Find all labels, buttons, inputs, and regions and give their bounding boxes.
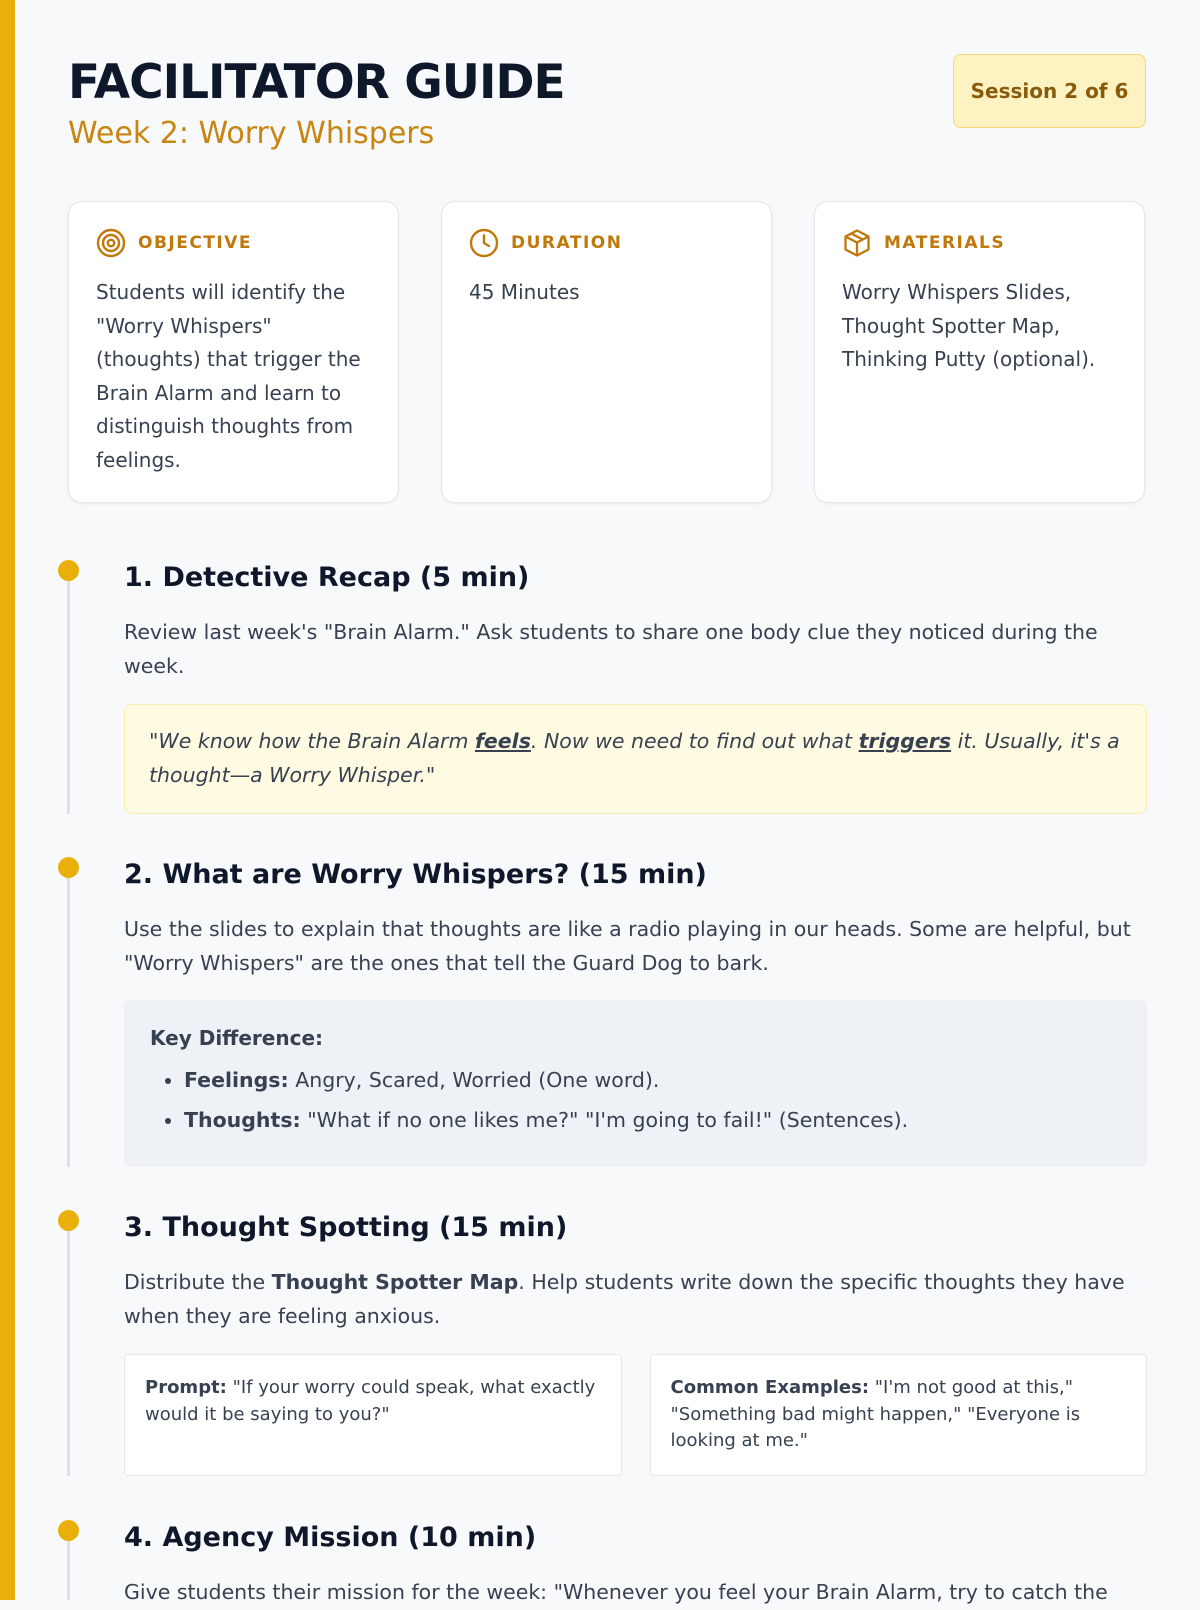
section-title: 2. What are Worry Whispers? (15 min) (124, 859, 707, 890)
card-text: Worry Whispers Slides, Thought Spotter Map, Thinking Putty (optional). (842, 280, 1096, 371)
list-item-text: "What if no one likes me?" "I'm going to fail!" (Sentences). (300, 1108, 909, 1132)
section-body: Review last week's "Brain Alarm." Ask students to share one body clue they noticed during the week. (124, 620, 1098, 678)
section-body-text: . Help students write down the specific thoughts they have when they are feeling anxious. (124, 1270, 1125, 1328)
timeline-dot (58, 1520, 79, 1541)
card-header (96, 228, 374, 258)
card-text: 45 Minutes (469, 280, 580, 304)
timeline-line (67, 1231, 70, 1476)
key-difference-box (124, 1000, 1147, 1167)
clock-icon (469, 228, 499, 258)
quote-text: "We know how the Brain Alarm (149, 729, 475, 753)
timeline-line (67, 581, 70, 814)
section-title: 4. Agency Mission (10 min) (124, 1522, 537, 1553)
section-body-emphasis: Thought Spotter Map (271, 1270, 519, 1294)
quote-text: it. Usually, it's a thought—a Worry Whisper." (149, 729, 1120, 787)
mini-card-text: "If your worry could speak, what exactly would it be saying to you?" (145, 1377, 596, 1425)
card-label: OBJECTIVE (138, 233, 253, 253)
key-difference-list (150, 1060, 1121, 1140)
key-difference-title: Key Difference: (150, 1026, 324, 1050)
objective-card (68, 201, 399, 503)
list-item (184, 1100, 1121, 1140)
card-label: DURATION (511, 233, 623, 253)
page-subtitle: Week 2: Worry Whispers (68, 116, 435, 151)
examples-card (650, 1354, 1148, 1476)
section-title: 3. Thought Spotting (15 min) (124, 1212, 568, 1243)
section-body: Use the slides to explain that thoughts are like a radio playing in our heads. Some are helpful, but "Worry Whispers" are the ones that tell the Guard Dog to bark. (124, 917, 1131, 975)
quote-emphasis: feels (474, 729, 531, 753)
mini-card-text: "I'm not good at this," "Something bad might happen," "Everyone is looking at me." (670, 1377, 1081, 1451)
list-item-label: Thoughts: (184, 1108, 301, 1132)
timeline-dot (58, 1210, 79, 1231)
card-header (842, 228, 1120, 258)
thought-spotting-cards (124, 1354, 1147, 1476)
quote-emphasis: triggers (858, 729, 952, 753)
card-label: MATERIALS (884, 233, 1006, 253)
page-title: FACILITATOR GUIDE (68, 55, 565, 110)
mini-card-label: Common Examples: (670, 1377, 870, 1398)
list-item-text: Angry, Scared, Worried (One word). (288, 1068, 660, 1092)
target-icon (96, 228, 126, 258)
facilitator-quote (124, 704, 1147, 814)
info-cards (68, 201, 1147, 503)
timeline-line (67, 1541, 70, 1600)
page-header (68, 56, 565, 154)
timeline-dot (58, 560, 79, 581)
duration-card (441, 201, 772, 503)
list-item-label: Feelings: (184, 1068, 289, 1092)
accent-bar (0, 0, 15, 1600)
section-body-text: Distribute the (124, 1270, 272, 1294)
card-header (469, 228, 747, 258)
section-title: 1. Detective Recap (5 min) (124, 562, 530, 593)
mini-card-label: Prompt: (145, 1377, 227, 1398)
box-icon (842, 228, 872, 258)
section-body (124, 1266, 1144, 1333)
list-item (184, 1060, 1121, 1100)
timeline-dot (58, 857, 79, 878)
section-body: Give students their mission for the week: "Whenever you feel your Brain Alarm, try to catch the (124, 1580, 1108, 1604)
prompt-card (124, 1354, 622, 1476)
card-text: Students will identify the "Worry Whispers" (thoughts) that trigger the Brain Alarm and learn to distinguish thoughts from feelings. (96, 280, 361, 472)
materials-card (814, 201, 1145, 503)
quote-text: . Now we need to find out what (530, 729, 859, 753)
timeline-line (67, 878, 70, 1167)
session-badge: Session 2 of 6 (953, 54, 1146, 128)
